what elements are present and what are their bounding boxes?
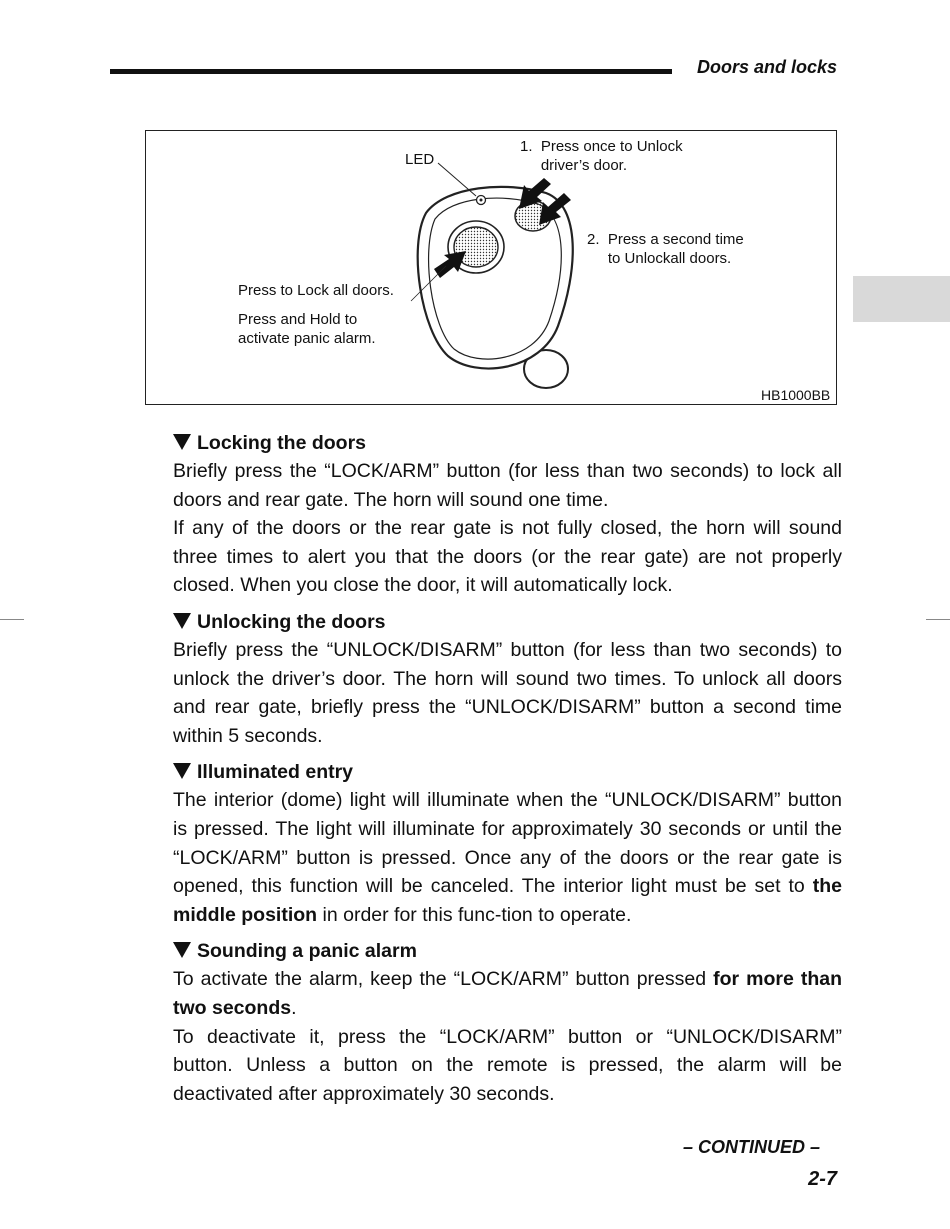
body-paragraph xyxy=(173,636,842,750)
body-paragraph xyxy=(173,965,842,1022)
page-number: 2-7 xyxy=(808,1168,837,1190)
figure-code: HB1000BB xyxy=(761,387,831,403)
continued-label: – CONTINUED – xyxy=(682,1137,820,1157)
section-heading-text: Illuminated entry xyxy=(197,761,354,784)
paragraph-text: Briefly press the “UNLOCK/DISARM” button (for less than two seconds) to unlock the driver’s door. The horn will sound two times. To unlock all doors and rear gate, briefly press the “UNLOCK/DISARM” button a second time within 5 seconds. xyxy=(173,638,842,747)
section-heading-text: Unlocking the doors xyxy=(197,610,386,633)
body-paragraph xyxy=(173,457,842,514)
paragraph-text: To deactivate it, press the “LOCK/ARM” button or “UNLOCK/DISARM” button. Unless a button on the remote is pressed, the alarm will be deactivated after approximately 30 seconds. xyxy=(173,1025,842,1105)
paragraph-text: in order for this func-tion to operate. xyxy=(317,903,632,926)
chapter-tab xyxy=(853,276,950,322)
lock-label: Press to Lock all doors. xyxy=(238,282,394,299)
crop-mark-right xyxy=(926,619,950,620)
triangle-bullet-icon xyxy=(173,763,191,779)
body-paragraph xyxy=(173,1023,842,1109)
callout-unlock-once: 1. Press once to Unlock driver’s door. xyxy=(520,138,683,174)
paragraph-text: If any of the doors or the rear gate is not fully closed, the horn will sound three times to alert you that the doors (or the rear gate) are not properly closed. When you close the door, it will automatically lock. xyxy=(173,517,842,597)
body-paragraph xyxy=(173,514,842,600)
section-heading xyxy=(173,758,842,786)
triangle-bullet-icon xyxy=(173,942,191,958)
section-heading xyxy=(173,429,842,457)
crop-mark-left xyxy=(0,619,24,620)
section-heading-text: Locking the doors xyxy=(197,432,367,454)
header-rule xyxy=(110,69,672,74)
section-title: Doors and locks xyxy=(696,57,837,77)
paragraph-text: The interior (dome) light will illuminate when the “UNLOCK/DISARM” button is pressed. The light will illuminate for approximately 30 seconds or until the “LOCK/ARM” button is pressed. Once any of the doors or the rear gate is opened, this function will be canceled. The interior light must be set to xyxy=(173,789,842,898)
emphasis-text: the middle position xyxy=(173,875,842,926)
key-fob-figure xyxy=(145,130,837,405)
section-heading xyxy=(173,608,842,636)
section-heading xyxy=(173,937,842,965)
emphasis-text: for more than two seconds xyxy=(173,968,842,1019)
triangle-bullet-icon xyxy=(173,434,191,450)
triangle-bullet-icon xyxy=(173,613,191,629)
paragraph-text: Briefly press the “LOCK/ARM” button (for less than two seconds) to lock all doors and rear gate. The horn will sound one time. xyxy=(173,460,842,511)
paragraph-text: . xyxy=(291,996,297,1019)
body-paragraph xyxy=(173,786,842,929)
paragraph-text: To activate the alarm, keep the “LOCK/ARM” button pressed xyxy=(173,968,714,991)
section-heading-text: Sounding a panic alarm xyxy=(197,940,417,963)
led-label: LED xyxy=(405,151,435,168)
panic-label: Press and Hold to activate panic alarm. xyxy=(238,311,376,347)
callout-unlock-second: 2. Press a second time to Unlockall doors. xyxy=(587,231,744,267)
body-text xyxy=(173,429,842,1108)
